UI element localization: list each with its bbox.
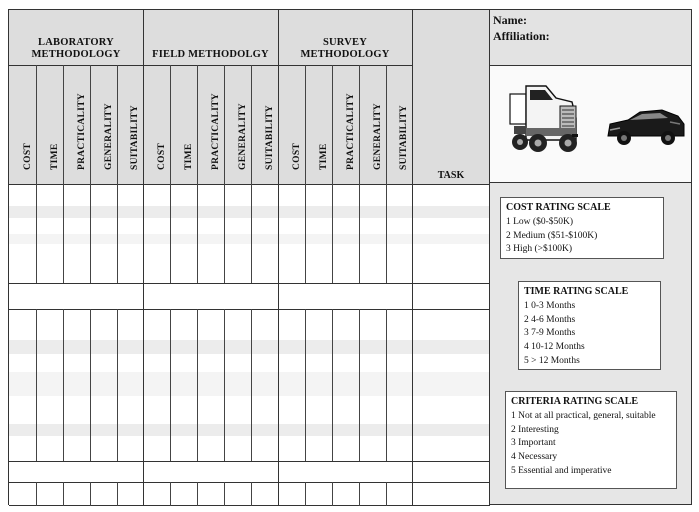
divider	[36, 65, 37, 283]
vehicle-illustration	[490, 66, 691, 183]
divider	[251, 482, 252, 506]
time-scale-item: 5 > 12 Months	[524, 355, 580, 366]
divider	[117, 482, 118, 506]
divider	[143, 10, 144, 506]
divider	[359, 65, 360, 283]
divider	[332, 65, 333, 283]
divider	[332, 482, 333, 506]
divider	[36, 482, 37, 506]
divider	[197, 309, 198, 461]
group-laboratory: LABORATORY METHODOLOGY	[31, 37, 121, 60]
divider	[36, 309, 37, 461]
divider	[117, 65, 118, 283]
time-scale-title: TIME RATING SCALE	[524, 286, 629, 297]
col-header-survey-cost: COST	[291, 142, 302, 170]
evaluation-sheet	[8, 9, 692, 505]
divider	[305, 482, 306, 506]
divider	[386, 309, 387, 461]
divider	[224, 65, 225, 283]
participant-box	[490, 10, 691, 66]
divider	[63, 309, 64, 461]
divider	[9, 309, 490, 310]
col-header-survey-practicality: PRACTICALITY	[345, 93, 356, 170]
divider	[386, 65, 387, 283]
time-scale-item: 4 10-12 Months	[524, 342, 585, 353]
divider	[197, 65, 198, 283]
divider	[63, 482, 64, 506]
divider	[9, 482, 490, 483]
criteria-scale-item: 2 Interesting	[511, 424, 559, 435]
divider	[251, 309, 252, 461]
col-header-field-suitability: SUITABILITY	[264, 105, 275, 170]
info-panel	[489, 9, 692, 505]
group-survey: SURVEY METHODOLOGY	[300, 37, 390, 60]
divider	[9, 461, 490, 462]
divider	[359, 482, 360, 506]
row-band	[9, 372, 490, 396]
row-band	[9, 424, 490, 436]
col-header-lab-generality: GENERALITY	[103, 103, 114, 170]
col-header-lab-suitability: SUITABILITY	[130, 105, 140, 170]
divider	[9, 65, 412, 66]
cost-scale-item: 2 Medium ($51-$100K)	[506, 230, 598, 241]
name-label: Name:	[493, 13, 527, 27]
criteria-scale-title: CRITERIA RATING SCALE	[511, 396, 639, 407]
divider	[386, 482, 387, 506]
divider	[9, 184, 490, 185]
col-header-field-practicality: PRACTICALITY	[210, 93, 221, 170]
divider	[117, 309, 118, 461]
row-band	[9, 206, 490, 218]
col-header-lab-time: TIME	[49, 143, 60, 170]
row-band	[9, 340, 490, 354]
divider	[251, 65, 252, 283]
divider	[170, 65, 171, 283]
col-header-survey-generality: GENERALITY	[372, 103, 383, 170]
divider	[278, 10, 279, 506]
group-field: FIELD METHODOLGY	[152, 49, 269, 60]
cost-scale-item: 3 High (>$100K)	[506, 244, 573, 255]
time-scale-item: 1 0-3 Months	[524, 300, 576, 311]
divider	[224, 482, 225, 506]
col-header-survey-time: TIME	[318, 143, 329, 170]
col-header-field-time: TIME	[183, 143, 194, 170]
criteria-scale-item: 1 Not at all practical, general, suitable	[511, 410, 656, 421]
divider	[90, 482, 91, 506]
row-band	[9, 234, 490, 244]
time-scale-item: 3 7-9 Months	[524, 328, 576, 339]
divider	[305, 65, 306, 283]
divider	[170, 309, 171, 461]
divider	[63, 65, 64, 283]
col-header-survey-suitability: SUITABILITY	[399, 105, 409, 170]
cost-scale-item: 1 Low ($0-$50K)	[506, 216, 574, 227]
methodology-grid	[8, 9, 489, 505]
criteria-scale-item: 5 Essential and imperative	[511, 465, 612, 476]
truck-icon	[510, 86, 578, 152]
col-header-field-generality: GENERALITY	[237, 103, 248, 170]
cost-rating-scale	[500, 197, 664, 259]
divider	[9, 505, 490, 506]
col-header-lab-practicality: PRACTICALITY	[76, 93, 87, 170]
col-header-lab-cost: COST	[22, 142, 33, 170]
divider	[305, 309, 306, 461]
time-scale-item: 2 4-6 Months	[524, 314, 576, 325]
criteria-scale-item: 4 Necessary	[511, 452, 558, 463]
time-rating-scale	[518, 281, 661, 370]
divider	[224, 309, 225, 461]
divider	[90, 65, 91, 283]
cost-scale-title: COST RATING SCALE	[506, 202, 611, 213]
criteria-scale-item: 3 Important	[511, 438, 556, 449]
affiliation-label: Affiliation:	[493, 29, 550, 43]
task-header: TASK	[437, 170, 465, 181]
col-header-field-cost: COST	[156, 142, 167, 170]
divider	[332, 309, 333, 461]
divider	[197, 482, 198, 506]
criteria-rating-scale	[505, 391, 677, 489]
divider	[170, 482, 171, 506]
divider	[412, 10, 413, 506]
car-icon	[608, 110, 684, 145]
divider	[90, 309, 91, 461]
divider	[359, 309, 360, 461]
divider	[9, 283, 490, 284]
